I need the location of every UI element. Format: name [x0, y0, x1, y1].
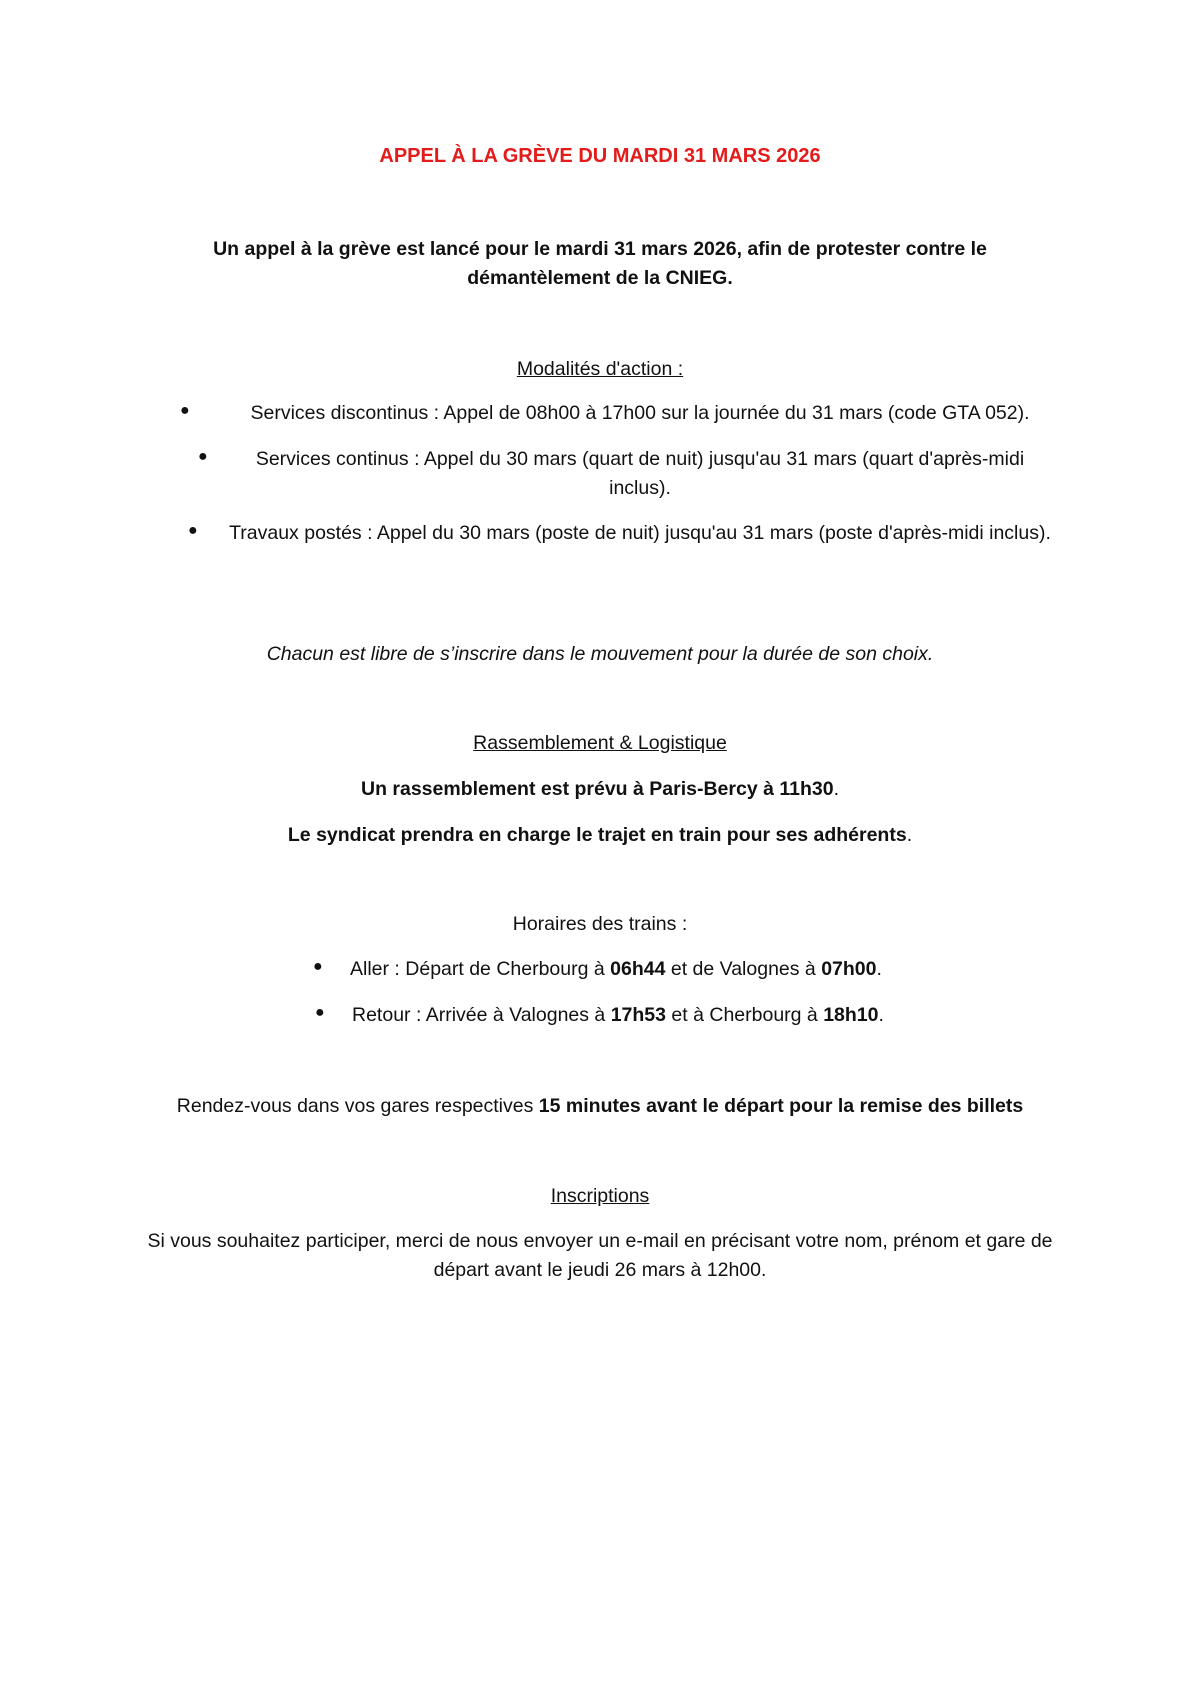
rdv-line: [100, 1092, 1100, 1121]
bullet-icon: ●: [313, 958, 323, 975]
period: .: [833, 778, 839, 800]
modalite-item: Services continus : Appel du 30 mars (quart de nuit) jusqu'au 31 mars (quart d'après-midi inclus).: [255, 448, 1025, 499]
retour-text: Retour : Arrivée à Valognes à: [352, 1004, 611, 1026]
modalites-heading: Modalités d'action :: [516, 358, 684, 380]
train-line: [130, 821, 1070, 850]
aller-time: 07h00: [821, 958, 877, 980]
aller-text: Aller : Départ de Cherbourg à: [350, 958, 611, 980]
modalite-item: Services discontinus : Appel de 08h00 à 17h00 sur la journée du 31 mars (code GTA 052).: [250, 402, 1030, 424]
train-text: Le syndicat prendra en charge le trajet en train pour ses adhérents: [287, 824, 907, 846]
intro-paragraph: Un appel à la grève est lancé pour le mardi 31 mars 2026, afin de protester contre le démantèlement de la CNIEG.: [213, 238, 987, 289]
rdv-text: Rendez-vous dans vos gares respectives: [176, 1095, 539, 1117]
retour-time: 18h10: [823, 1004, 879, 1026]
bullet-icon: ●: [198, 448, 208, 465]
horaires-heading: Horaires des trains :: [512, 913, 688, 935]
rassemblement-heading: Rassemblement & Logistique: [473, 732, 727, 754]
bullet-icon: ●: [188, 522, 198, 539]
period: .: [906, 824, 913, 846]
rdv-bold: 15 minutes avant le départ pour la remise des billets: [538, 1095, 1024, 1117]
note-italic: Chacun est libre de s’inscrire dans le mouvement pour la durée de son choix.: [266, 643, 934, 665]
aller-text: et de Valognes à: [665, 958, 822, 980]
bullet-icon: ●: [315, 1004, 325, 1021]
document-title: APPEL À LA GRÈVE DU MARDI 31 MARS 2026: [379, 145, 821, 167]
period: .: [878, 1004, 884, 1026]
retour-text: et à Cherbourg à: [666, 1004, 824, 1026]
inscriptions-text: Si vous souhaitez participer, merci de nous envoyer un e-mail en précisant votre nom, prénom et gare de départ avant le jeudi 26 mars à 12h00.: [147, 1230, 1053, 1281]
rassemblement-text: Un rassemblement est prévu à Paris-Bercy à 11h30: [360, 778, 834, 800]
inscriptions-heading: Inscriptions: [550, 1185, 650, 1207]
retour-time: 17h53: [610, 1004, 666, 1026]
modalite-item: Travaux postés : Appel du 30 mars (poste de nuit) jusqu'au 31 mars (poste d'après-midi inclus).: [229, 522, 1051, 544]
bullet-icon: ●: [180, 402, 190, 419]
retour-item: [342, 1001, 952, 1030]
aller-time: 06h44: [610, 958, 666, 980]
aller-item: [340, 955, 950, 984]
rassemblement-line: [130, 775, 1070, 804]
period: .: [876, 958, 882, 980]
